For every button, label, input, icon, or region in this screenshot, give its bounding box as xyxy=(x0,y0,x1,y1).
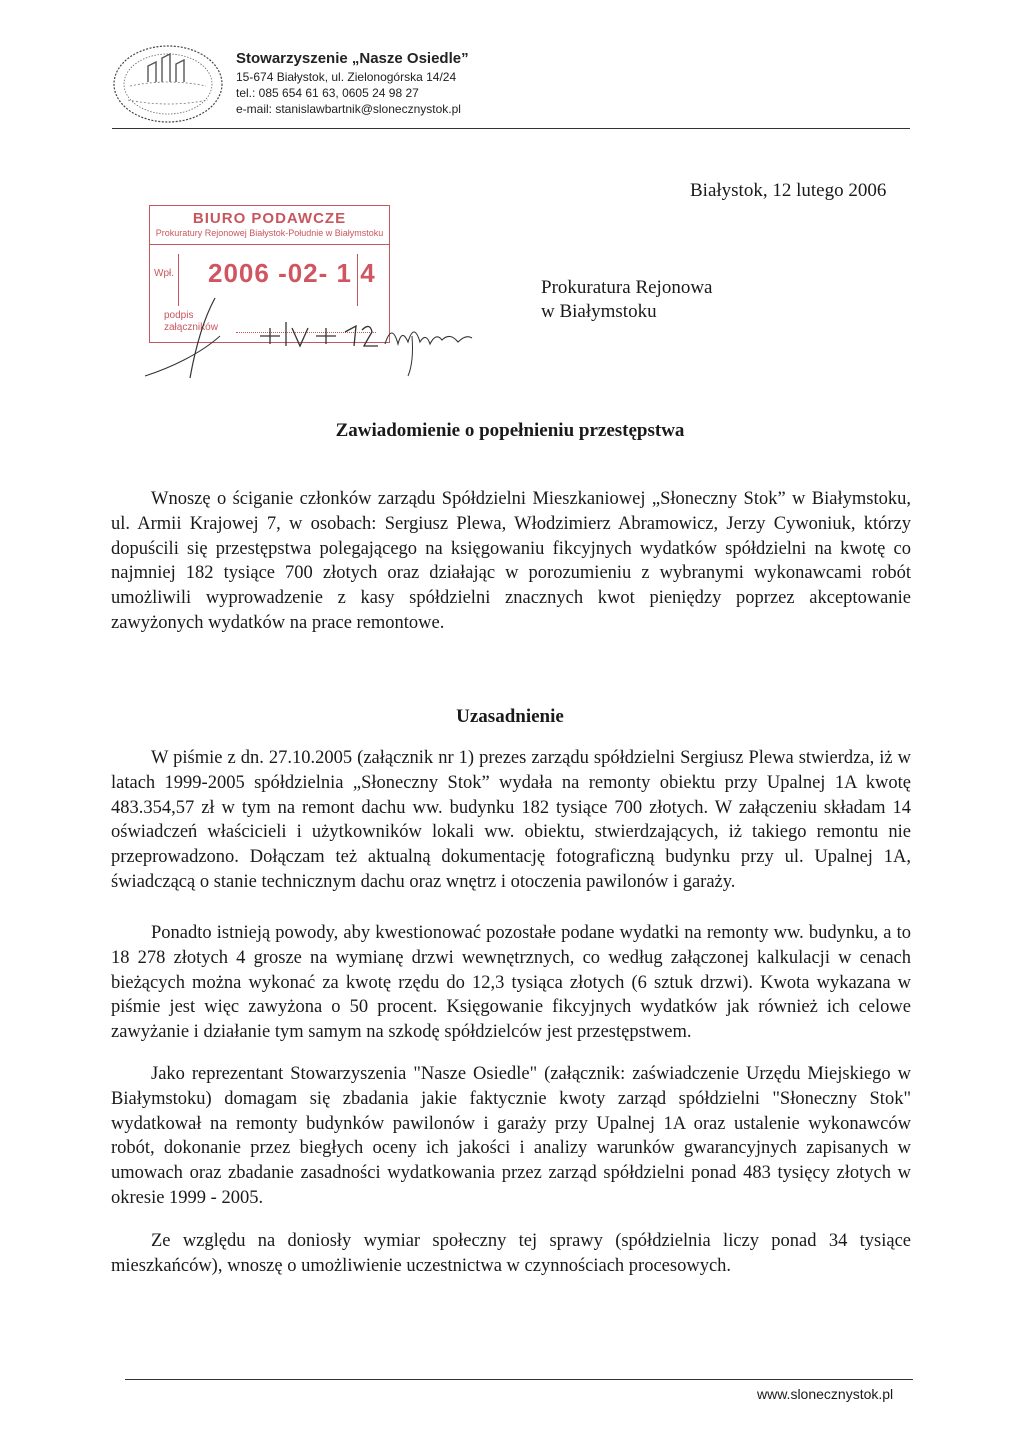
document-title: Zawiadomienie o popełnieniu przestępstwa xyxy=(335,420,685,441)
paragraph-closing: Ze względu na doniosły wymiar społeczny tej sprawy (spółdzielnia liczy ponad 34 tysiące mieszkańców), wnoszę o umożliwienie uczestnictwa w czynnościach procesowych. xyxy=(111,1231,911,1276)
section-title: Uzasadnienie xyxy=(456,706,564,727)
header-divider xyxy=(112,128,910,129)
addressee-line-1: Prokuratura Rejonowa xyxy=(541,277,713,298)
organization-email: e-mail: stanislawbartnik@slonecznystok.pl xyxy=(236,102,461,116)
organization-phone: tel.: 085 654 61 63, 0605 24 98 27 xyxy=(236,86,419,100)
stamp-divider xyxy=(150,244,389,245)
paragraph-justification-1: W piśmie z dn. 27.10.2005 (załącznik nr 1) prezes zarządu spółdzielni Sergiusz Plewa stwierdza, iż w latach 1999-2005 spółdzielnia „Słoneczny Stok” wydała na remonty obiektu przy Upalnej 1A kwotę 483.354,57 zł w tym na remont dachu ww. budynku 182 tysiące 700 złotych. W załączeniu składam 14 oświadczeń właścicieli i użytkowników lokali ww. obiektu, stwierdzających, iż takiego remontu nie przeprowadzono. Dołączam też aktualną dokumentację fotograficzną budynku przy ul. Upalnej 1A, świadczącą o stanie technicznym dachu oraz wnętrz i otoczenia pawilonów i garaży. xyxy=(111,748,911,892)
paragraph-justification-3: Jako reprezentant Stowarzyszenia "Nasze Osiedle" (załącznik: zaświadczenie Urzędu Miejskiego w Białymstoku) domagam się zbadania jakie faktycznie kwoty zarząd spółdzielni "Słoneczny Stok" wydatkował na remonty budynków pawilonów i garaży przy Upalnej 1A oraz ustalenie wykonawców robót, dokonanie przez biegłych oceny ich jakości i analizy warunków gwarancyjnych zapisanych w umowach oraz zbadanie zasadności wydatkowania przez zarząd spółdzielni ponad 483 tysięcy złotych w okresie 1999 - 2005. xyxy=(111,1064,911,1208)
organization-name: Stowarzyszenie „Nasze Osiedle” xyxy=(236,50,469,67)
paragraph-justification-2: Ponadto istnieją powody, aby kwestionować pozostałe podane wydatki na remonty ww. budynku, a to 18 278 złotych 4 grosze na wymianę drzwi wewnętrznych, co według załączonej kalkulacji w cenach bieżących można wykonać za kwotę rzędu do 12,3 tysiąca złotych (6 sztuk drzwi). Kwota wykazana w piśmie jest więc zawyżona o 50 procent. Księgowanie fikcyjnych wydatków jak również ich celowe zawyżanie i działanie tym samym na szkodę spółdzielców jest przestępstwem. xyxy=(111,923,911,1043)
stamp-title: BIURO PODAWCZE xyxy=(192,210,347,227)
paragraph-request: Wnoszę o ściganie członków zarządu Spółdzielni Mieszkaniowej „Słoneczny Stok” w Białymstoku, ul. Armii Krajowej 7, w osobach: Sergiusz Plewa, Włodzimierz Abramowicz, Jerzy Cywoniuk, którzy dopuścili się przestępstwa polegającego na księgowaniu fikcyjnych wydatków spółdzielni na kwotę co najmniej 182 tysiące 700 złotych oraz działając w porozumieniu z wybranymi wykonawcami robót umożliwili wyprowadzenie z kasy spółdzielni znacznych kwot pieniędzy poprzez akceptowanie zawyżonych wydatków na prace remontowe. xyxy=(111,489,911,633)
stamp-subtitle: Prokuratury Rejonowej Białystok-Południe w Białymstoku xyxy=(155,228,384,238)
organization-address: 15-674 Białystok, ul. Zielonogórska 14/24 xyxy=(236,70,457,84)
addressee-line-2: w Białymstoku xyxy=(541,301,657,322)
addressee xyxy=(541,276,712,324)
footer-divider xyxy=(125,1379,913,1380)
stamp-attachments-label: załączników xyxy=(164,322,218,333)
organization-logo-icon xyxy=(108,42,228,126)
stamp-date: 2006 -02- 1 4 xyxy=(208,258,376,288)
footer-url: www.slonecznystok.pl xyxy=(757,1386,894,1402)
date-line: Białystok, 12 lutego 2006 xyxy=(690,180,887,201)
stamp-podpis-label: podpis xyxy=(164,310,194,321)
handwritten-annotation xyxy=(140,292,510,382)
stamp-received-label: Wpł. xyxy=(154,268,174,279)
